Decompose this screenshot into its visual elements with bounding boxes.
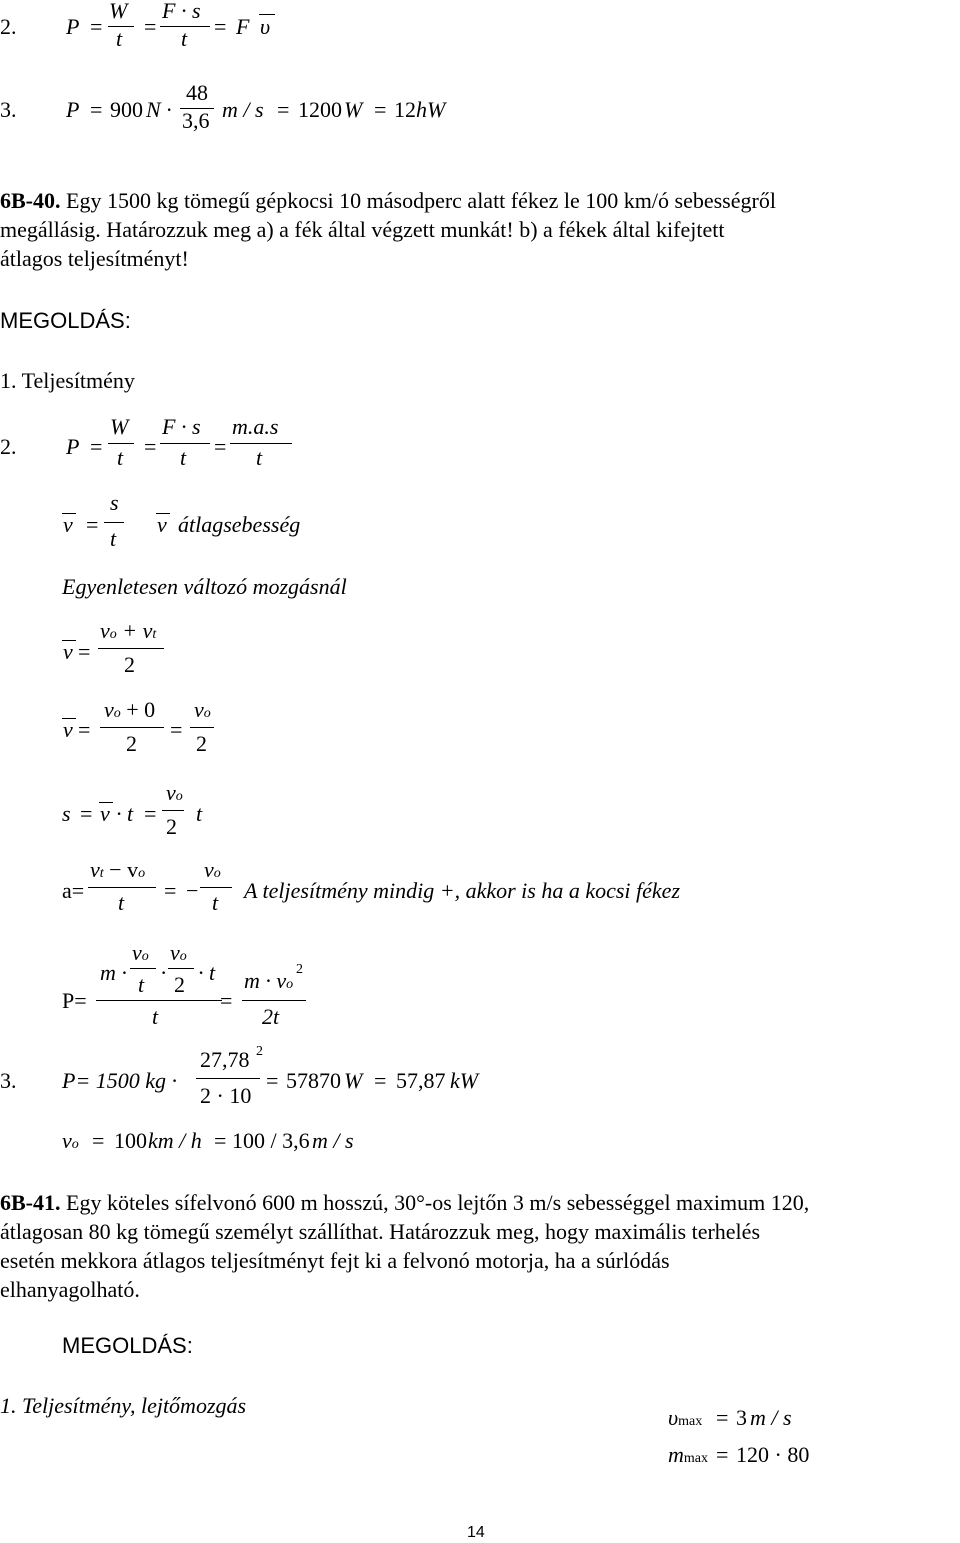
- problem-statement-line: esetén mekkora átlagos teljesítményt fejt ki a felvonó motorja, ha a súrlódás: [0, 1248, 670, 1273]
- fraction-bar: [104, 522, 124, 523]
- eq-number: 2.: [0, 14, 17, 39]
- solution-heading: MEGOLDÁS:: [0, 308, 131, 333]
- solution-step: 1. Teljesítmény: [0, 368, 135, 393]
- fraction-bar: [100, 727, 164, 728]
- problem-statement-line: átlagos teljesítményt!: [0, 246, 189, 271]
- fraction-bar: [196, 1078, 260, 1079]
- fraction-bar: [242, 1000, 306, 1001]
- problem-statement-line: átlagosan 80 kg tömegű személyt szállíthat. Határozzuk meg, hogy maximális terhelés: [0, 1219, 760, 1244]
- problem-statement-line: 6B-40. Egy 1500 kg tömegű gépkocsi 10 másodperc alatt fékez le 100 km/ó sebességről: [0, 188, 776, 213]
- fraction-bar: [168, 968, 194, 969]
- solution-heading: MEGOLDÁS:: [62, 1333, 193, 1358]
- fraction-bar: [96, 1000, 222, 1001]
- uniform-motion-label: Egyenletesen változó mozgásnál: [62, 574, 347, 599]
- fraction-bar: [160, 443, 210, 444]
- solution-step: 1. Teljesítmény, lejtőmozgás: [0, 1393, 247, 1418]
- problem-statement-line: 6B-41. Egy köteles sífelvonó 600 m hosszú, 30°-os lejtőn 3 m/s sebességgel maximum 120,: [0, 1190, 810, 1215]
- problem-id: 6B-40.: [0, 188, 61, 213]
- page-number: 14: [467, 1524, 485, 1541]
- fraction-bar: [230, 443, 292, 444]
- problem-id: 6B-41.: [0, 1190, 61, 1215]
- fraction-bar: [190, 727, 214, 728]
- fraction-bar: [200, 887, 232, 888]
- sign-note: A teljesítmény mindig +, akkor is ha a kocsi fékez: [244, 878, 681, 903]
- fraction-bar: [162, 810, 184, 811]
- fraction-bar: [108, 443, 134, 444]
- fraction-bar: [130, 968, 156, 969]
- fraction-bar: [88, 887, 156, 888]
- fraction-bar: [98, 648, 164, 649]
- problem-statement-line: elhanyagolható.: [0, 1277, 140, 1302]
- problem-statement-line: megállásig. Határozzuk meg a) a fék által végzett munkát! b) a fékek által kifejtett: [0, 217, 725, 242]
